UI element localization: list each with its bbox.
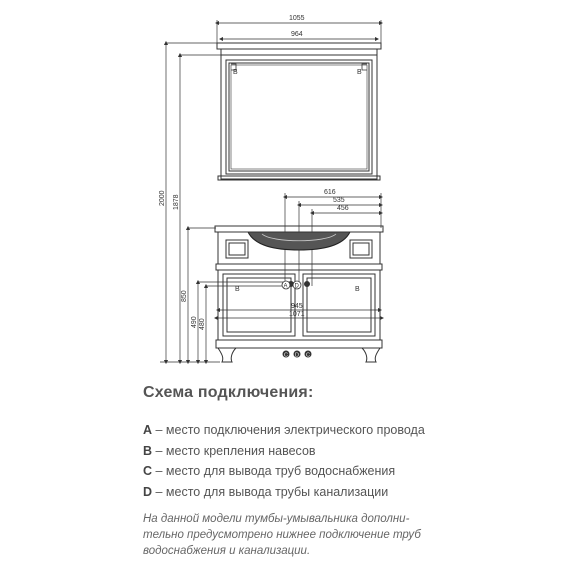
- legend-text: – место для вывода трубы канализации: [152, 484, 389, 499]
- legend-item-d: [143, 482, 563, 503]
- dim-480: 480: [199, 318, 206, 330]
- legend-text: – место крепления навесов: [152, 443, 316, 458]
- marker-c-right: C: [306, 352, 310, 359]
- connection-legend: [143, 384, 563, 502]
- dim-850: 850: [181, 290, 188, 302]
- vanity-cabinet: [215, 226, 383, 362]
- mirror: [217, 43, 381, 180]
- dim-1055: 1055: [289, 15, 305, 22]
- note-line: тельно предусмотрено нижнее подключение труб: [143, 529, 421, 541]
- legend-text: – место подключения электрического провода: [152, 423, 425, 437]
- legend-item-a: [143, 420, 563, 441]
- marker-c-left: C: [284, 352, 288, 359]
- marker-d-upper: D: [294, 283, 299, 290]
- note-line: водоснабжения и канализации.: [143, 545, 311, 557]
- legend-title: Схема подключения:: [143, 384, 314, 401]
- dim-456: 456: [337, 205, 349, 212]
- marker-b-lower-left: B: [235, 286, 240, 293]
- legend-text: – место для вывода труб водоснабжения: [152, 464, 396, 478]
- dim-535: 535: [333, 197, 345, 204]
- dim-945: 945: [291, 303, 303, 310]
- dim-2000: 2000: [159, 190, 166, 206]
- note-line: На данной модели тумбы-умывальника дополни-: [143, 513, 410, 525]
- dim-616: 616: [324, 189, 336, 196]
- marker-a: A: [283, 283, 288, 290]
- legend-key: D: [143, 484, 153, 499]
- legend-item-c: [143, 461, 563, 482]
- legend-key: A: [143, 423, 153, 437]
- legend-item-b: [143, 441, 563, 462]
- installation-note: [143, 511, 443, 559]
- legend-key: B: [143, 443, 153, 458]
- dim-490: 490: [191, 316, 198, 328]
- marker-d-lower: D: [295, 352, 299, 359]
- dim-1071: 1071: [289, 311, 305, 318]
- dim-964: 964: [291, 31, 303, 38]
- dim-1878: 1878: [173, 194, 180, 210]
- marker-b-left: B: [233, 69, 238, 76]
- legend-key: C: [143, 464, 153, 478]
- marker-b-lower-right: B: [355, 286, 360, 293]
- marker-b-right: B: [357, 69, 362, 76]
